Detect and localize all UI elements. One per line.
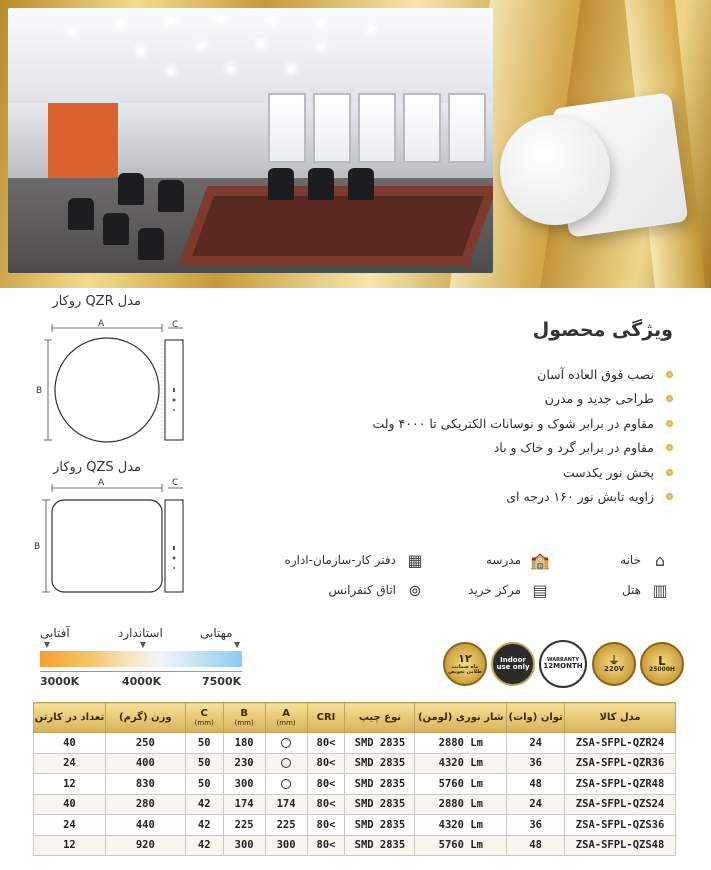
header-a: A (mm) [265,703,307,733]
chair [268,168,294,200]
ct-neutral-value: 4000K [122,675,162,688]
chair [103,213,129,245]
plug-icon: ⏚ [608,653,620,667]
features-title: ویژگی محصول [532,319,673,341]
ceiling-light [318,20,324,26]
header-qty: تعداد در کارتن [34,703,106,733]
warranty-badge: ۱۲ ماه ضمانت طلایی تعویض [443,642,487,686]
place-conference: ⊚ اتاق کنفرانس [329,580,426,600]
12-month-warranty-badge: WARRANTY 12MONTH [539,640,587,688]
ceiling-light [68,28,74,34]
cell-chip: SMD 2835 [345,794,415,815]
ct-warm-label: آفتابی [40,626,70,640]
cell-lumen: 2880 Lm [415,794,507,815]
place-home: ⌂ خانه [620,550,671,570]
ceiling-light [258,41,264,47]
header-weight: وزن (گرم) [105,703,185,733]
ct-pointers [40,640,242,650]
place-school: 🏫 مدرسه [485,550,550,570]
ct-warm-value: 3000K [40,675,80,688]
feature-item: مقاوم در برابر گرد و خاک و باد [313,436,673,461]
ct-cool-value: 7500K [202,675,242,688]
table-header-row [34,703,676,733]
bullet-icon [666,420,673,427]
cell-qty: 12 [34,774,106,795]
conference-table-icon: ⊚ [408,580,422,600]
square-model-title: مدل QZS روکار [53,460,141,475]
feature-item: طراحی جدید و مدرن [313,387,673,412]
cell-cri: 80< [307,794,345,815]
cell-a [265,753,307,774]
square-dim-c: C [172,478,179,488]
cell-power: 36 [507,815,565,836]
chair [308,168,334,200]
ceiling-light [198,43,204,49]
ct-cool-label: مهتابی [200,626,233,640]
shopping-center-icon: ▤ [532,580,548,600]
cell-lumen: 2880 Lm [415,733,507,754]
cell-chip: SMD 2835 [345,733,415,754]
cell-c: 50 [185,733,223,754]
cell-model: ZSA-SFPL-QZR36 [565,753,676,774]
cell-b: 230 [223,753,265,774]
cell-weight: 280 [105,794,185,815]
cell-power: 36 [507,753,565,774]
cell-b: 300 [223,835,265,856]
round-model-title: مدل QZR روکار [52,294,141,309]
cell-c: 42 [185,835,223,856]
feature-item: مقاوم در برابر شوک و نوسانات الکتریکی تا ۴۰۰۰ ولت [313,411,673,436]
header-power: توان (وات) [507,703,565,733]
ceiling-light [168,18,174,24]
ceiling-light [118,22,124,28]
cell-lumen: 5760 Lm [415,774,507,795]
cell-c: 50 [185,753,223,774]
spec-table-body [34,733,676,856]
cell-weight: 250 [105,733,185,754]
hero-banner [0,0,711,288]
cell-chip: SMD 2835 [345,835,415,856]
cell-qty: 12 [34,835,106,856]
cell-a [265,774,307,795]
ct-neutral-label: استاندارد [118,626,163,640]
chair [158,180,184,212]
cell-power: 24 [507,794,565,815]
ceiling-light [218,16,224,22]
chair [348,168,374,200]
header-chip: نوع چیپ [345,703,415,733]
cell-weight: 440 [105,815,185,836]
window [268,93,306,163]
ceiling-light [228,66,234,72]
cell-a: 300 [265,835,307,856]
square-dim-b: B [34,542,41,552]
ceiling [8,8,493,103]
feature-item: پخش نور یکدست [313,460,673,485]
spec-table [33,702,676,856]
chair [68,198,94,230]
ceiling-light [318,44,324,50]
cell-qty: 40 [34,733,106,754]
chair [138,228,164,260]
bullet-icon [666,493,673,500]
round-shape-icon [281,779,291,789]
table-row [34,774,676,795]
header-b: B (mm) [223,703,265,733]
bullet-icon [666,469,673,476]
office-building-icon: ▦ [407,550,423,570]
cell-weight: 920 [105,835,185,856]
cell-model: ZSA-SFPL-QZS24 [565,794,676,815]
cell-c: 50 [185,774,223,795]
window [403,93,441,163]
table-row [34,753,676,774]
cell-power: 48 [507,774,565,795]
round-panel-light-image [500,115,610,225]
ct-baseline [40,671,242,672]
window [448,93,486,163]
table-row [34,835,676,856]
table-row [34,733,676,754]
lifetime-badge: L 25000H [640,642,684,686]
window [358,93,396,163]
bullet-icon [666,444,673,451]
cell-c: 42 [185,815,223,836]
cell-chip: SMD 2835 [345,753,415,774]
voltage-badge: ⏚ 220V [592,642,636,686]
cell-model: ZSA-SFPL-QZR24 [565,733,676,754]
cell-b: 174 [223,794,265,815]
cell-a: 174 [265,794,307,815]
cell-b: 180 [223,733,265,754]
cell-model: ZSA-SFPL-QZS36 [565,815,676,836]
conference-table [178,186,493,266]
cell-cri: 80< [307,753,345,774]
round-dim-c: C [172,320,179,330]
header-lumen: شار نوری (لومن) [415,703,507,733]
cell-power: 48 [507,835,565,856]
conference-room-photo [8,8,493,273]
cell-model: ZSA-SFPL-QZR48 [565,774,676,795]
cell-b: 300 [223,774,265,795]
square-dim-a: A [98,478,105,488]
place-mall: ▤ مرکز خرید [468,580,551,600]
header-model: مدل کالا [565,703,676,733]
square-model-drawing [38,480,198,600]
cell-a: 225 [265,815,307,836]
cell-b: 225 [223,815,265,836]
bullet-icon [666,395,673,402]
table-row [34,815,676,836]
round-dim-a: A [98,319,105,329]
cell-lumen: 4320 Lm [415,815,507,836]
round-dim-b: B [36,386,43,396]
cell-weight: 830 [105,774,185,795]
cell-cri: 80< [307,774,345,795]
cell-c: 42 [185,794,223,815]
indoor-badge: Indoor use only [491,642,535,686]
ceiling-light [168,68,174,74]
cell-weight: 400 [105,753,185,774]
features-list [313,362,673,509]
feature-item: نصب فوق العاده آسان [313,362,673,387]
table-row [34,794,676,815]
cell-cri: 80< [307,733,345,754]
cell-power: 24 [507,733,565,754]
house-icon: ⌂ [654,550,666,570]
cell-model: ZSA-SFPL-QZS48 [565,835,676,856]
chair [118,173,144,205]
cell-lumen: 5760 Lm [415,835,507,856]
cell-qty: 24 [34,753,106,774]
header-cri: CRI [307,703,345,733]
window [313,93,351,163]
cell-chip: SMD 2835 [345,815,415,836]
ceiling-light [268,17,274,23]
bullet-icon [666,371,673,378]
cell-cri: 80< [307,835,345,856]
cell-qty: 24 [34,815,106,836]
round-model-drawing [38,318,198,448]
header-c: C (mm) [185,703,223,733]
round-shape-icon [281,738,291,748]
school-icon: 🏫 [530,550,550,570]
hotel-icon: ▥ [652,580,668,600]
place-hotel: ▥ هتل [622,580,671,600]
cell-a [265,733,307,754]
color-temperature-bar [40,651,242,667]
cell-qty: 40 [34,794,106,815]
ceiling-light [288,66,294,72]
ceiling-light [138,48,144,54]
cell-lumen: 4320 Lm [415,753,507,774]
round-shape-icon [281,758,291,768]
place-office: ▦ دفتر کار-سازمان-اداره [285,550,426,570]
cell-chip: SMD 2835 [345,774,415,795]
cell-cri: 80< [307,815,345,836]
ceiling-light [368,26,374,32]
feature-item: زاویه تابش نور ۱۶۰ درجه ای [313,485,673,510]
